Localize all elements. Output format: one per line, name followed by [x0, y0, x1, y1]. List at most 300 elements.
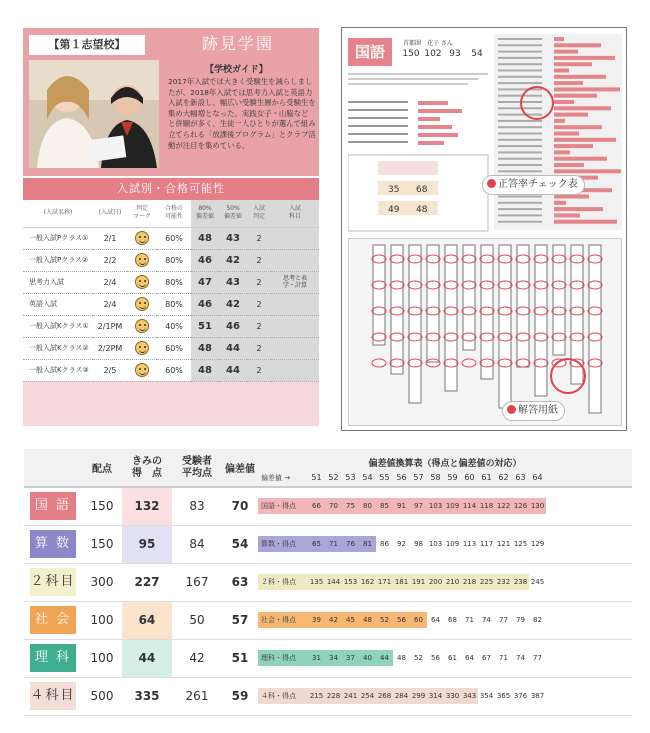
conversion-score: 284	[393, 688, 410, 704]
conversion-score: 191	[410, 574, 427, 590]
conversion-score: 109	[444, 498, 461, 514]
conversion-score: 103	[428, 540, 443, 548]
conversion-score: 85	[376, 498, 393, 514]
smiley-face-icon	[135, 231, 149, 245]
conversion-label: 理科・得点	[258, 650, 308, 666]
col-subject	[24, 449, 82, 487]
rank-row-bar	[554, 157, 607, 161]
dev-column-value: 63	[515, 473, 526, 482]
answer-column	[445, 245, 457, 391]
dev-column-value: 62	[498, 473, 509, 482]
conversion-score: 215	[308, 688, 325, 704]
conversion-score: 354	[479, 692, 494, 700]
subject-label: ２科目	[30, 568, 76, 596]
conversion-score: 48	[359, 612, 376, 628]
deviation-value: 57	[222, 601, 258, 639]
exam-name: 一般入試Pクラス①	[23, 227, 93, 249]
rank-row-text	[498, 170, 542, 172]
dev-80: 46	[191, 293, 219, 315]
answer-sheet	[348, 238, 622, 426]
rank-row-text	[498, 196, 542, 198]
conversion-score: 66	[308, 498, 325, 514]
dev-column-value: 53	[345, 473, 356, 482]
conversion-score: 299	[410, 688, 427, 704]
deviation-value: 51	[222, 639, 258, 677]
full-score: 100	[82, 639, 122, 677]
grading-mark	[372, 359, 386, 367]
conversion-score: 71	[499, 654, 508, 662]
smiley-face-icon	[135, 363, 149, 377]
subject-cell	[24, 677, 82, 715]
judge-value: 2	[247, 293, 271, 315]
conversion-score: 86	[380, 540, 389, 548]
rank-row-text	[498, 51, 542, 53]
conversion-score: 71	[325, 536, 342, 552]
admission-row	[23, 315, 319, 337]
rank-row-bar	[554, 119, 565, 123]
school-card	[23, 28, 319, 176]
choice-label: 【第１志望校】	[29, 35, 145, 55]
subject-row	[24, 487, 632, 525]
pass-probability: 60%	[157, 337, 191, 359]
report-details-graphic	[348, 69, 493, 239]
rank-row-bar	[554, 113, 588, 117]
conversion-score: 200	[427, 574, 444, 590]
dev-column-value: 56	[396, 473, 407, 482]
subject-row	[24, 677, 632, 715]
conversion-label: ４科・得点	[258, 688, 308, 704]
exam-date: 2/1	[93, 227, 127, 249]
exam-date: 2/5	[93, 359, 127, 381]
answer-column	[535, 245, 547, 396]
conversion-score: 37	[342, 650, 359, 666]
judge-mark	[127, 227, 157, 249]
dev-arrow-label: 偏差値 →	[261, 474, 291, 482]
rank-row-text	[498, 70, 542, 72]
rank-row-bar	[554, 94, 597, 98]
deviation-value: 63	[222, 563, 258, 601]
subject-label: 理 科	[30, 644, 76, 672]
conversion-score: 71	[465, 616, 474, 624]
exam-date: 2/1PM	[93, 315, 127, 337]
conversion-score: 65	[308, 536, 325, 552]
conversion-cells	[258, 677, 632, 715]
rank-row-bar	[554, 138, 616, 142]
col-name: (入試名称)	[23, 200, 93, 227]
conversion-label: 国語・得点	[258, 498, 308, 514]
conversion-score: 109	[445, 540, 460, 548]
col-dev: 偏差値	[222, 449, 258, 487]
pass-probability: 60%	[157, 227, 191, 249]
col-dev80: 80% 偏差値	[191, 200, 219, 227]
dev-50: 44	[219, 337, 247, 359]
rank-row-bar	[554, 207, 603, 211]
exam-subjects	[271, 293, 319, 315]
conversion-score: 64	[431, 616, 440, 624]
subject-cell	[24, 525, 82, 563]
report-scores	[400, 49, 488, 59]
smiley-face-icon	[135, 253, 149, 267]
dev-column-value: 64	[532, 473, 543, 482]
report-score: 150	[402, 49, 420, 59]
col-judge: 入試 判定	[247, 200, 271, 227]
school-name: 跡見学園	[201, 34, 274, 53]
full-score: 500	[82, 677, 122, 715]
col-avg: 受験者 平均点	[172, 449, 222, 487]
subject-label: ４科目	[30, 682, 76, 710]
smiley-face-icon	[135, 275, 149, 289]
correct-rate-table	[494, 34, 622, 230]
rank-row-text	[498, 208, 542, 210]
col-conversion	[258, 449, 632, 487]
judge-value: 2	[247, 227, 271, 249]
guide-text: 2017年入試では大きく受験生を減らしましたが、2018年入試では思考力入試と英語力入試を新設し、幅広い受験生層から受験生を集め大幅増となった。実践女子・山脇など と併願が多く、生徒一人ひとりが選んで組み立てられる「放課後プログラム」とクラブ活動が注目を集めている。	[168, 77, 316, 150]
full-score: 150	[82, 525, 122, 563]
pass-probability: 40%	[157, 315, 191, 337]
admission-row	[23, 249, 319, 271]
rank-row-text	[498, 44, 542, 46]
subject-row	[24, 563, 632, 601]
admission-row	[23, 359, 319, 381]
admission-row	[23, 293, 319, 315]
deviation-value: 54	[222, 525, 258, 563]
conversion-score: 135	[308, 574, 325, 590]
answer-column	[373, 245, 385, 345]
admission-row	[23, 271, 319, 293]
judge-value: 2	[247, 359, 271, 381]
highlight-circle	[550, 358, 586, 394]
exam-name: 一般入試Kクラス①	[23, 315, 93, 337]
rank-row-bar	[554, 195, 589, 199]
admission-row	[23, 227, 319, 249]
conversion-score: 34	[325, 650, 342, 666]
exam-name: 一般入試Pクラス②	[23, 249, 93, 271]
conversion-score: 171	[376, 574, 393, 590]
conversion-score: 232	[495, 574, 512, 590]
dev-column-value: 52	[328, 473, 339, 482]
exam-subjects	[271, 227, 319, 249]
conversion-score: 218	[461, 574, 478, 590]
exam-name: 一般入試Kクラス③	[23, 359, 93, 381]
pass-probability: 80%	[157, 271, 191, 293]
report-score: 93	[449, 49, 461, 59]
dev-column-value: 58	[430, 473, 441, 482]
smiley-face-icon	[135, 297, 149, 311]
dev-50: 42	[219, 249, 247, 271]
report-score: 54	[471, 49, 483, 59]
rank-row-bar	[554, 75, 606, 79]
subject-cell	[24, 563, 82, 601]
conversion-score: 74	[482, 616, 491, 624]
judge-mark	[127, 249, 157, 271]
rank-row-text	[498, 120, 542, 122]
conversion-score: 121	[496, 540, 511, 548]
rank-row-text	[498, 38, 542, 40]
conversion-score: 118	[478, 498, 495, 514]
rank-row-bar	[554, 213, 580, 217]
rank-row-bar	[554, 150, 570, 154]
average-score: 83	[172, 487, 222, 525]
rank-row-bar	[554, 43, 601, 47]
report-subject: 国語	[348, 38, 392, 66]
conversion-score: 376	[513, 692, 528, 700]
my-score: 64	[122, 601, 172, 639]
answer-sheet-callout	[502, 401, 565, 421]
conversion-score: 48	[397, 654, 406, 662]
conversion-score: 31	[308, 650, 325, 666]
col-mark: 判定 マーク	[127, 200, 157, 227]
judge-mark	[127, 359, 157, 381]
conversion-score: 330	[444, 688, 461, 704]
conversion-score: 56	[431, 654, 440, 662]
judge-value: 2	[247, 249, 271, 271]
my-score: 227	[122, 563, 172, 601]
pass-probability: 80%	[157, 293, 191, 315]
conversion-score: 126	[512, 498, 529, 514]
rank-row-bar	[554, 62, 592, 66]
conversion-score: 254	[359, 688, 376, 704]
dev-80: 48	[191, 227, 219, 249]
correct-rate-callout	[482, 175, 585, 195]
rank-row-text	[498, 126, 542, 128]
rank-row-bar	[554, 169, 621, 173]
rank-row-text	[498, 164, 542, 166]
conversion-score: 103	[427, 498, 444, 514]
conversion-score: 162	[359, 574, 376, 590]
grading-mark	[462, 359, 476, 367]
answer-column	[553, 245, 565, 355]
my-score: 44	[122, 639, 172, 677]
judge-value: 2	[247, 271, 271, 293]
report-summary	[348, 35, 493, 235]
conversion-score: 79	[516, 616, 525, 624]
pass-probability: 80%	[157, 249, 191, 271]
conversion-score: 45	[342, 612, 359, 628]
answer-column	[589, 245, 601, 413]
rank-row-text	[498, 76, 542, 78]
conversion-score: 122	[495, 498, 512, 514]
callout-correct-label: 正答率チェック表	[498, 179, 578, 190]
exam-subjects	[271, 249, 319, 271]
exam-name: 一般入試Kクラス②	[23, 337, 93, 359]
conversion-score: 97	[410, 498, 427, 514]
judge-mark	[127, 337, 157, 359]
conversion-score: 42	[325, 612, 342, 628]
conversion-score: 343	[461, 688, 478, 704]
conversion-score: 365	[496, 692, 511, 700]
rank-row-bar	[554, 220, 617, 224]
rank-row-bar	[554, 69, 569, 73]
conversion-score: 81	[359, 536, 376, 552]
conversion-score: 80	[359, 498, 376, 514]
conversion-score: 52	[414, 654, 423, 662]
rank-row-bar	[554, 56, 615, 60]
svg-text:48: 48	[416, 205, 428, 215]
col-date: (入試日)	[93, 200, 127, 227]
average-score: 42	[172, 639, 222, 677]
conversion-score: 60	[410, 612, 427, 628]
judge-mark	[127, 293, 157, 315]
conversion-score: 98	[414, 540, 423, 548]
rank-row-text	[498, 82, 542, 84]
conversion-cells	[258, 639, 632, 677]
conversion-score: 181	[393, 574, 410, 590]
conversion-score: 125	[513, 540, 528, 548]
svg-text:49: 49	[388, 205, 400, 215]
callout-answer-label: 解答用紙	[518, 405, 558, 416]
exam-date: 2/4	[93, 271, 127, 293]
conversion-score: 76	[342, 536, 359, 552]
conversion-cells	[258, 487, 632, 525]
col-subjects: 入試 科目	[271, 200, 319, 227]
my-score: 132	[122, 487, 172, 525]
conversion-score: 153	[342, 574, 359, 590]
subject-cell	[24, 487, 82, 525]
exam-date: 2/4	[93, 293, 127, 315]
conversion-score: 74	[516, 654, 525, 662]
col-full: 配点	[82, 449, 122, 487]
deviation-value: 59	[222, 677, 258, 715]
average-score: 84	[172, 525, 222, 563]
dev-50: 46	[219, 315, 247, 337]
conversion-score: 238	[512, 574, 529, 590]
dev-column-value: 57	[413, 473, 424, 482]
conversion-score: 228	[325, 688, 342, 704]
dev-column-value: 61	[481, 473, 492, 482]
svg-text:35: 35	[388, 185, 400, 195]
conversion-title: 偏差値換算表（得点と偏差値の対応）	[368, 459, 522, 469]
rank-row-text	[498, 202, 542, 204]
conversion-score: 39	[308, 612, 325, 628]
my-score: 335	[122, 677, 172, 715]
conversion-cells	[258, 563, 632, 601]
conversion-score: 82	[533, 616, 542, 624]
conversion-score: 268	[376, 688, 393, 704]
dev-50: 43	[219, 271, 247, 293]
conversion-label: 算数・得点	[258, 536, 308, 552]
exam-subjects	[271, 359, 319, 381]
judge-value: 2	[247, 337, 271, 359]
subject-label: 国 語	[30, 492, 76, 520]
exam-date: 2/2	[93, 249, 127, 271]
rank-row-text	[498, 145, 542, 147]
conversion-score: 117	[479, 540, 494, 548]
red-dot-icon	[487, 179, 496, 188]
smiley-face-icon	[135, 341, 149, 355]
rank-row-text	[498, 139, 542, 141]
dev-column-value: 54	[362, 473, 373, 482]
rank-row-text	[498, 57, 542, 59]
col-dev50: 50% 偏差値	[219, 200, 247, 227]
rank-row-bar	[554, 163, 584, 167]
subject-row	[24, 525, 632, 563]
dev-column-value: 55	[379, 473, 390, 482]
red-dot-icon	[507, 405, 516, 414]
conversion-score: 314	[427, 688, 444, 704]
conversion-score: 144	[325, 574, 342, 590]
exam-name: 思考力入試	[23, 271, 93, 293]
dev-80: 48	[191, 359, 219, 381]
students-photo	[29, 60, 159, 168]
rank-row-bar	[554, 106, 611, 110]
dev-column-value: 60	[464, 473, 475, 482]
my-score: 95	[122, 525, 172, 563]
subject-row	[24, 601, 632, 639]
dev-50: 44	[219, 359, 247, 381]
rank-row-bar	[554, 125, 602, 129]
rank-row-bar	[554, 87, 620, 91]
rank-row-bar	[554, 50, 578, 54]
conversion-score: 91	[393, 498, 410, 514]
conversion-score: 70	[325, 498, 342, 514]
exam-name: 英語入試	[23, 293, 93, 315]
rank-row-bar	[554, 201, 566, 205]
average-score: 167	[172, 563, 222, 601]
conversion-score: 113	[462, 540, 477, 548]
col-prob: 合格の 可能性	[157, 200, 191, 227]
conversion-score: 44	[376, 650, 393, 666]
conversion-score: 75	[342, 498, 359, 514]
rank-row-text	[498, 221, 542, 223]
conversion-score: 387	[530, 692, 545, 700]
judge-mark	[127, 315, 157, 337]
conversion-score: 67	[482, 654, 491, 662]
answer-column	[391, 245, 403, 374]
judge-value: 2	[247, 315, 271, 337]
full-score: 300	[82, 563, 122, 601]
score-summary-table	[24, 449, 632, 703]
admission-row	[23, 337, 319, 359]
conversion-score: 61	[448, 654, 457, 662]
dev-50: 42	[219, 293, 247, 315]
col-mine: きみの 得 点	[122, 449, 172, 487]
conversion-score: 77	[499, 616, 508, 624]
exam-subjects	[271, 315, 319, 337]
report-score: 102	[424, 49, 442, 59]
conversion-score: 77	[533, 654, 542, 662]
answer-column	[409, 245, 421, 403]
report-student: 首都圏 花子 さん	[403, 40, 453, 47]
conversion-score: 225	[478, 574, 495, 590]
pass-probability: 60%	[157, 359, 191, 381]
exam-subjects: 思考と表 学・計算	[271, 271, 319, 293]
rank-row-bar	[554, 144, 593, 148]
conversion-label: 社会・得点	[258, 612, 308, 628]
subject-label: 社 会	[30, 606, 76, 634]
average-score: 50	[172, 601, 222, 639]
admission-table-panel	[23, 178, 319, 426]
full-score: 150	[82, 487, 122, 525]
subject-cell	[24, 601, 82, 639]
svg-text:68: 68	[416, 185, 428, 195]
exam-date: 2/2PM	[93, 337, 127, 359]
dev-80: 47	[191, 271, 219, 293]
rank-row-text	[498, 151, 542, 153]
conversion-score: 129	[530, 540, 545, 548]
conversion-score: 210	[444, 574, 461, 590]
dev-column-value: 59	[447, 473, 458, 482]
deviation-value: 70	[222, 487, 258, 525]
admission-title: 入試別・合格可能性	[23, 178, 319, 200]
rank-row-bar	[554, 100, 574, 104]
answer-column	[499, 245, 511, 408]
dev-80: 48	[191, 337, 219, 359]
dev-80: 51	[191, 315, 219, 337]
subject-cell	[24, 639, 82, 677]
average-score: 261	[172, 677, 222, 715]
conversion-label: ２科・得点	[258, 574, 308, 590]
conversion-cells	[258, 601, 632, 639]
